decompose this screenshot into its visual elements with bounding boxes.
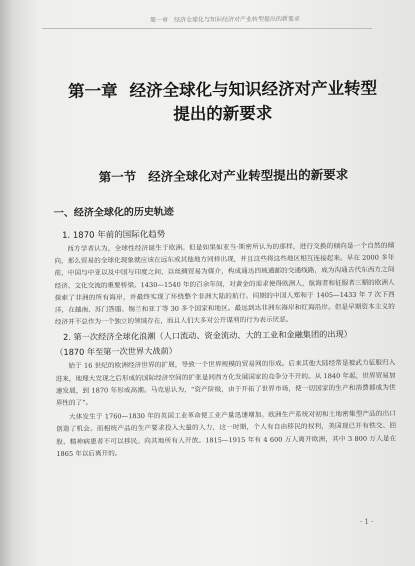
section-number: 第一节	[98, 169, 137, 185]
paragraph-1: 西方学者认为，全球性经济诞生于欧洲。但是如果如亚当·斯密所认为的那样，进行交换的倾向是一个自然的倾向，那么贸易的全球化现象就应该在远东或其他地方同样出现，并且这些将这些地区相互连接起来。早在 2000 多年前，中国与中亚以及中国与印度之间，以丝绸贸易为媒介，构成通达四域通邮的交通线路，成为沟通古代东西方之间经济、文化交流的重要桥梁。1430—1540 年的百余年间，对黄金的需求使得欧洲人，航海者和征服者三顺的欧洲人探索了非洲的所有海岸，并最终实现了环绕整个非洲大陆的航行。同期的中国人郑和于 1405—1433 年 7 次下西洋，在越南、苏门答腊、锡兰和亚丁等 30 多个国家和地区。最远到达非洲东海岸和红海沿岸。但是早期资本主义的经济并不总作为一个独立的领域存在，而且人们大多对公开谋利的行为表示厌恶。	[54, 241, 395, 327]
section-title-text: 经济全球化对产业转型提出的新要求	[148, 166, 349, 184]
page-number: · 1 ·	[360, 518, 374, 526]
paragraph-2: 始于 16 世纪的欧洲经济世界的扩展，导致一个世界规模的贸易网的形成。后来其他大陆经常是被武力征服归入进来，地理大发现之后形成的国际经济空间的扩张是同西方化发展国家的竞争分不开的。从 1840 年起，世界贸易加速发展，到 1870 年形成高潮。马克思认为，“资产阶级，由于开拓了世界市场，使一切国家的生产和消费都成为世界性的了”。	[55, 358, 396, 408]
heading-level2-2: 2. 第一次经济全球化浪潮（人口流动、资金流动、大的工业和金融集团的出现）	[63, 329, 352, 343]
paragraph-3: 大体发生于 1760—1830 年的英国工业革命使工业产量迅速增加。欧洲生产系统对初和土地密集型产品的出口创造了机会。而相统产品的生产要求投入大量的人力，这一时期，个人有自由移民的权利，美国现已开有铁交、回股、精神病患者不可以移民。向其地所有人开放。1815—1915 年有 4 600 万人离开欧洲，其中 3 800 万人是在 1865 年以后离开的。	[56, 409, 397, 458]
chapter-title-line2: 提出的新要求	[173, 103, 273, 124]
heading-level2-2-subtitle: （1870 年至第一次世界大战前）	[55, 346, 178, 358]
chapter-title	[52, 76, 392, 128]
page-body	[52, 36, 396, 460]
heading-level1: 一、经济全球化的历史轨迹	[53, 206, 174, 219]
chapter-number: 第一章	[67, 81, 118, 101]
chapter-title-line1: 经济全球化与知识经济对产业转型	[129, 78, 378, 101]
header-rule	[42, 28, 372, 29]
section-title	[53, 164, 393, 186]
running-header: 第一章 经济全球化与知识经济对产业转型提出的新要求	[149, 15, 301, 24]
heading-level2-1: 1. 1870 年前的国际化趋势	[61, 229, 166, 241]
